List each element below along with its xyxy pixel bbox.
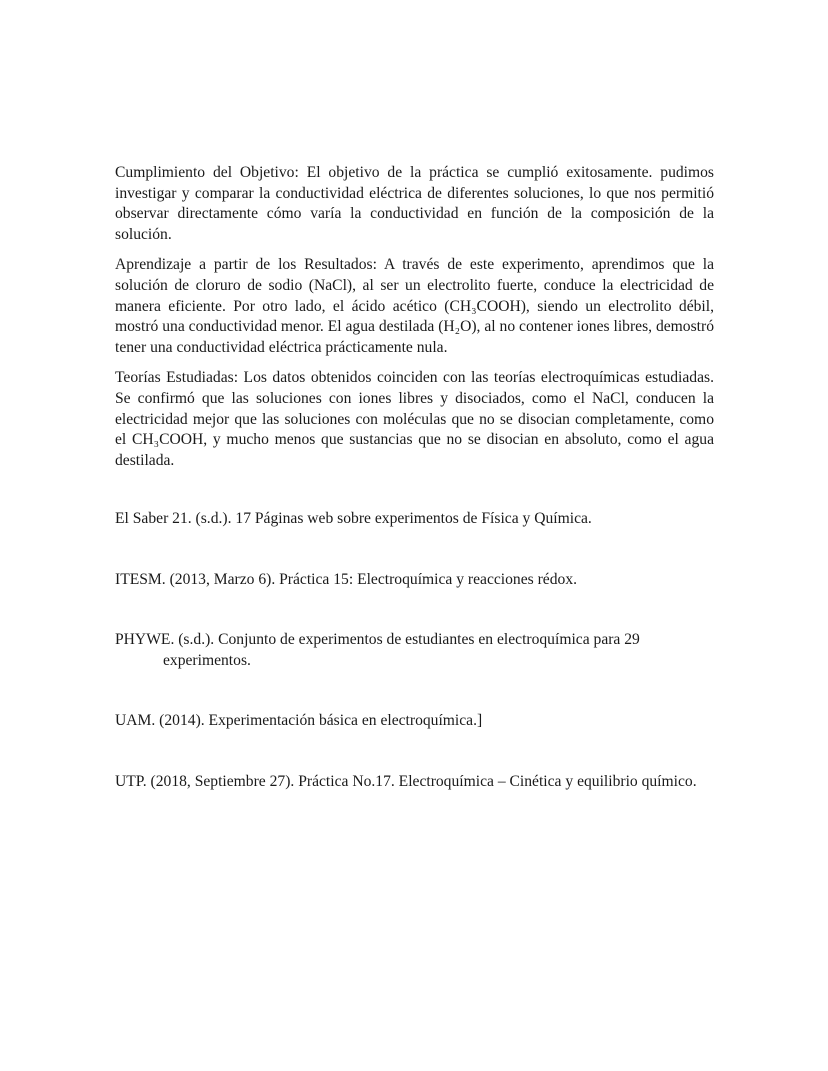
paragraph-learning-from-results: Aprendizaje a partir de los Resultados: A través de este experimento, aprendimos que la solución de cloruro de sodio (NaCl), al ser un electrolito fuerte, conduce la electricidad de manera eficiente. Por otro lado, el ácido acético (CH₃COOH), siendo un electrolito débil, mostró una conductividad menor. El agua destilada (H₂O), al no contener iones libres, demostró tener una conductividad eléctrica prácticamente nula. xyxy=(115,256,714,356)
reference-item: PHYWE. (s.d.). Conjunto de experimentos de estudiantes en electroquímica para 29 experimentos. xyxy=(115,631,640,669)
references-section xyxy=(115,509,715,793)
paragraph-studied-theories: Teorías Estudiadas: Los datos obtenidos coinciden con las teorías electroquímicas estudiadas. Se confirmó que las soluciones con iones libres y disociados, como el NaCl, conducen la electricidad mejor que las soluciones con moléculas que no se disocian completamente, como el CH₃COOH, y mucho menos que sustancias que no se disocian en absoluto, como el agua destilada. xyxy=(115,369,714,469)
conclusions-section xyxy=(115,163,714,481)
reference-item: UTP. (2018, Septiembre 27). Práctica No.17. Electroquímica – Cinética y equilibrio químico. xyxy=(115,772,697,790)
reference-item: UAM. (2014). Experimentación básica en electroquímica.] xyxy=(115,712,483,730)
reference-item: ITESM. (2013, Marzo 6). Práctica 15: Electroquímica y reacciones rédox. xyxy=(115,570,578,588)
reference-item: El Saber 21. (s.d.). 17 Páginas web sobre experimentos de Física y Química. xyxy=(115,510,592,527)
paragraph-objective-fulfillment: Cumplimiento del Objetivo: El objetivo de la práctica se cumplió exitosamente. pudimos investigar y comparar la conductividad eléctrica de diferentes soluciones, lo que nos permitió observar directamente cómo varía la conductividad en función de la composición de la solución. xyxy=(115,164,714,243)
